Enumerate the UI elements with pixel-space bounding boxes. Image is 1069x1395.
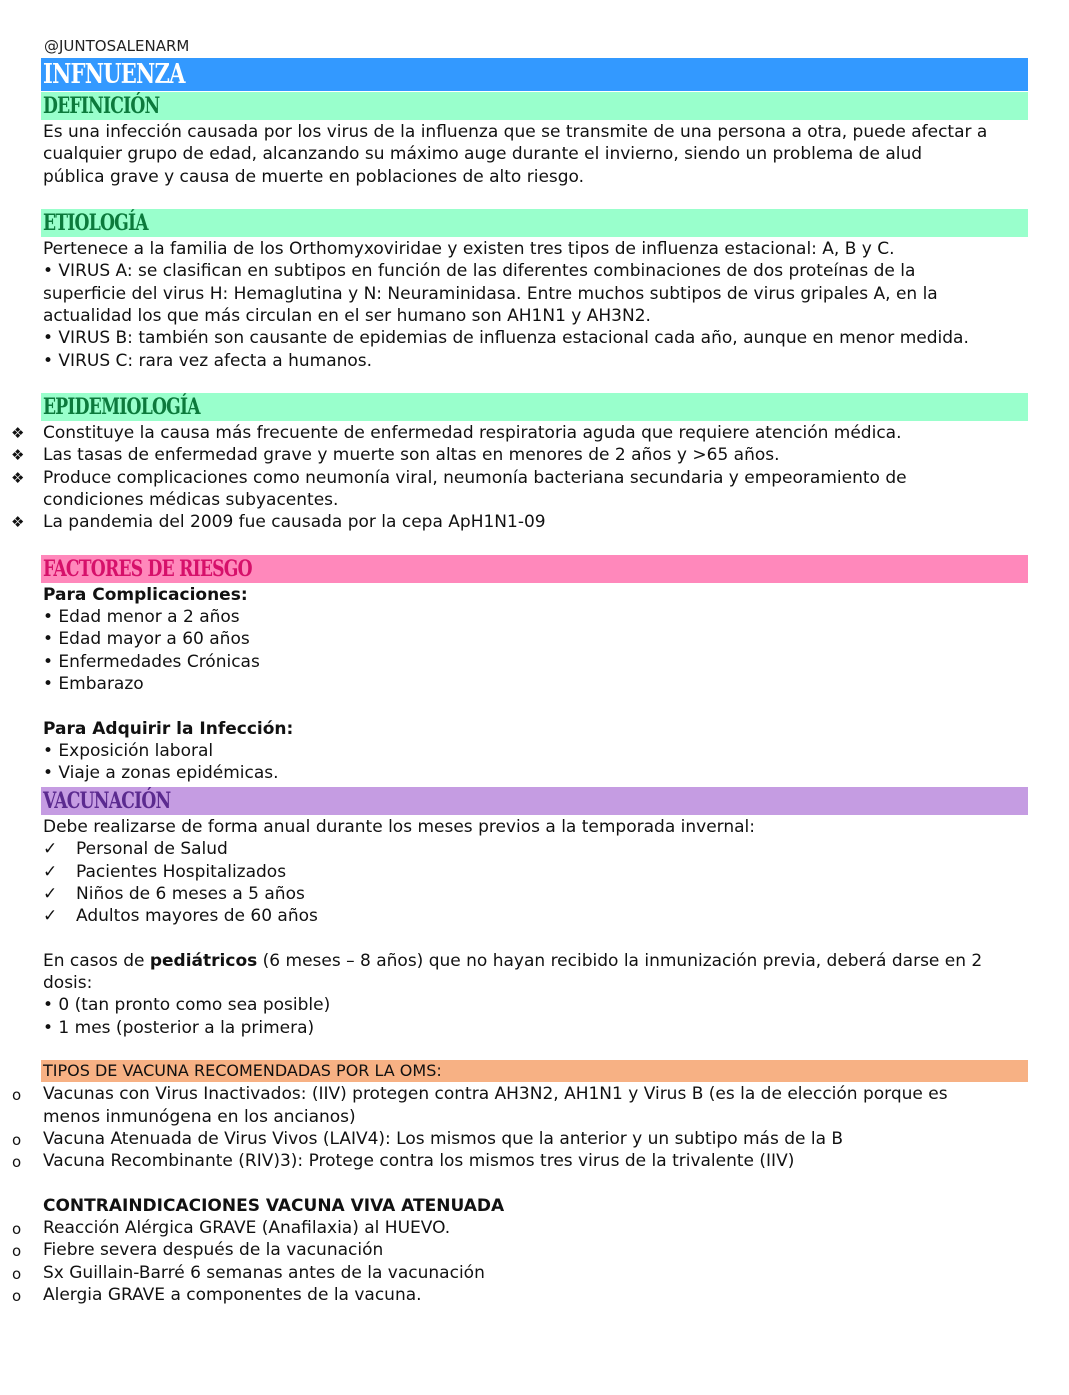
contraindicaciones-heading: CONTRAINDICACIONES VACUNA VIVA ATENUADA (43, 1196, 505, 1216)
check-icon: ✓ (43, 906, 58, 926)
vacunacion-dosis-2: • 1 mes (posterior a la primera) (43, 1018, 315, 1038)
factores-subheading-adquirir: Para Adquirir la Infección: (43, 719, 294, 739)
factores-complicacion-1: • Edad menor a 2 años (43, 607, 240, 627)
vacunacion-pediatricos: En casos de pediátricos (6 meses – 8 años) que no hayan recibido la inmunización previa, deberá darse en 2 (43, 951, 983, 971)
section-heading-tipos: TIPOS DE VACUNA RECOMENDADAS POR LA OMS: (41, 1060, 1028, 1082)
check-icon: ✓ (43, 862, 58, 882)
contraindicacion-3: Sx Guillain-Barré 6 semanas antes de la vacunación (43, 1263, 485, 1283)
vacunacion-dosis-1: • 0 (tan pronto como sea posible) (43, 995, 331, 1015)
epidemiologia-item-1: Constituye la causa más frecuente de enfermedad respiratoria aguda que requiere atención médica. (43, 423, 902, 443)
etiologia-line-5: • VIRUS B: también son causante de epidemias de influenza estacional cada año, aunque en menor medida. (43, 328, 969, 348)
circle-bullet-icon: o (12, 1086, 22, 1104)
epidemiologia-item-4: La pandemia del 2009 fue causada por la cepa ApH1N1-09 (43, 512, 546, 532)
epidemiologia-item-3: Produce complicaciones como neumonía viral, neumonía bacteriana secundaria y empeoramiento de (43, 468, 907, 488)
definicion-line-2: cualquier grupo de edad, alcanzando su máximo auge durante el invierno, siendo un problema de alud (43, 144, 923, 164)
section-heading-epidemiologia: EPIDEMIOLOGÍA (41, 393, 1028, 421)
diamond-bullet-icon: ❖ (11, 424, 25, 442)
tipos-item-1-cont: menos inmunógena en los ancianos) (43, 1107, 356, 1127)
circle-bullet-icon: o (12, 1265, 22, 1283)
factores-adquirir-1: • Exposición laboral (43, 741, 214, 761)
vacunacion-group-2: ✓ Pacientes Hospitalizados (43, 862, 287, 882)
diamond-bullet-icon: ❖ (11, 469, 25, 487)
tipos-item-2: Vacuna Atenuada de Virus Vivos (LAIV4): Los mismos que la anterior y un subtipo más de la B (43, 1129, 844, 1149)
tipos-item-1: Vacunas con Virus Inactivados: (IIV) protegen contra AH3N2, AH1N1 y Virus B (es la de elección porque es (43, 1084, 948, 1104)
etiologia-line-6: • VIRUS C: rara vez afecta a humanos. (43, 351, 373, 371)
section-heading-vacunacion: VACUNACIÓN (41, 787, 1028, 815)
vacunacion-group-4: ✓ Adultos mayores de 60 años (43, 906, 318, 926)
page-title: INFNUENZA (41, 58, 1028, 91)
check-icon: ✓ (43, 884, 58, 904)
etiologia-line-2: • VIRUS A: se clasifican en subtipos en función de las diferentes combinaciones de dos proteínas de la (43, 261, 916, 281)
definicion-line-3: pública grave y causa de muerte en poblaciones de alto riesgo. (43, 167, 585, 187)
factores-complicacion-2: • Edad mayor a 60 años (43, 629, 250, 649)
circle-bullet-icon: o (12, 1220, 22, 1238)
contraindicacion-4: Alergia GRAVE a componentes de la vacuna. (43, 1285, 422, 1305)
section-heading-etiologia: ETIOLOGÍA (41, 209, 1028, 237)
vacunacion-pediatricos-cont: dosis: (43, 973, 93, 993)
factores-complicacion-4: • Embarazo (43, 674, 144, 694)
circle-bullet-icon: o (12, 1287, 22, 1305)
contraindicacion-2: Fiebre severa después de la vacunación (43, 1240, 384, 1260)
diamond-bullet-icon: ❖ (11, 513, 25, 531)
etiologia-line-3: superficie del virus H: Hemaglutina y N: Neuraminidasa. Entre muchos subtipos de virus gripales A, en la (43, 284, 938, 304)
circle-bullet-icon: o (12, 1153, 22, 1171)
tipos-item-3: Vacuna Recombinante (RIV)3): Protege contra los mismos tres virus de la trivalente (IIV) (43, 1151, 795, 1171)
contraindicacion-1: Reacción Alérgica GRAVE (Anafilaxia) al HUEVO. (43, 1218, 451, 1238)
check-icon: ✓ (43, 839, 58, 859)
etiologia-line-1: Pertenece a la familia de los Orthomyxoviridae y existen tres tipos de influenza estacional: A, B y C. (43, 239, 895, 259)
author-handle: @JUNTOSALENARM (44, 37, 190, 55)
epidemiologia-item-3-cont: condiciones médicas subyacentes. (43, 490, 339, 510)
circle-bullet-icon: o (12, 1242, 22, 1260)
definicion-line-1: Es una infección causada por los virus de la influenza que se transmite de una persona a otra, puede afectar a (43, 122, 988, 142)
epidemiologia-item-2: Las tasas de enfermedad grave y muerte son altas en menores de 2 años y >65 años. (43, 445, 780, 465)
vacunacion-group-3: ✓ Niños de 6 meses a 5 años (43, 884, 305, 904)
etiologia-line-4: actualidad los que más circulan en el ser humano son AH1N1 y AH3N2. (43, 306, 651, 326)
section-heading-definicion: DEFINICIÓN (41, 92, 1028, 120)
section-heading-factores: FACTORES DE RIESGO (41, 555, 1028, 583)
factores-complicacion-3: • Enfermedades Crónicas (43, 652, 260, 672)
diamond-bullet-icon: ❖ (11, 446, 25, 464)
factores-adquirir-2: • Viaje a zonas epidémicas. (43, 763, 279, 783)
factores-subheading-complicaciones: Para Complicaciones: (43, 585, 248, 605)
vacunacion-group-1: ✓ Personal de Salud (43, 839, 228, 859)
vacunacion-intro: Debe realizarse de forma anual durante los meses previos a la temporada invernal: (43, 817, 755, 837)
circle-bullet-icon: o (12, 1131, 22, 1149)
